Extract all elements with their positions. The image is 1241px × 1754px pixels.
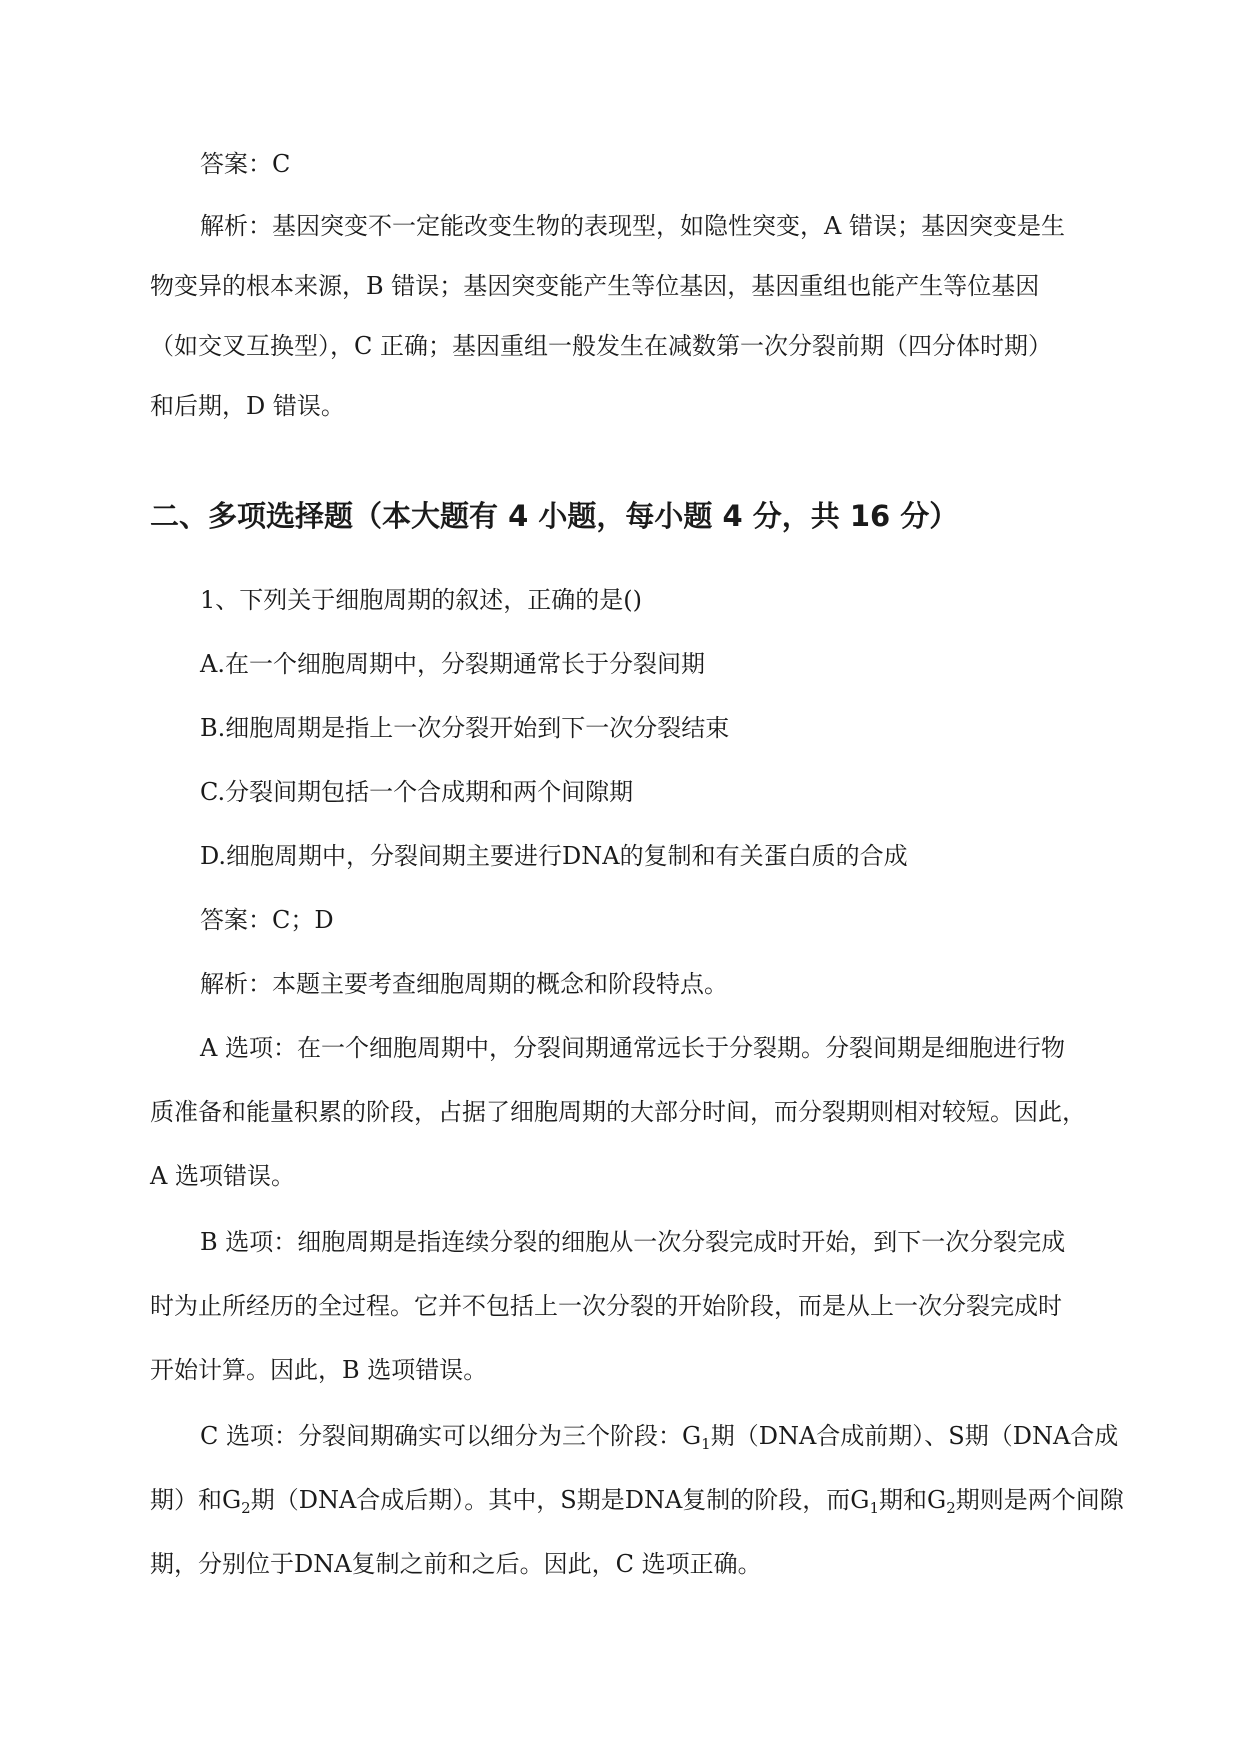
- analysis-a-line-3: A 选项错误。: [150, 1162, 295, 1190]
- analysis-c-line-1: [200, 1420, 1118, 1452]
- prev-answer: 答案：C: [200, 150, 291, 178]
- analysis-c-line-2: [150, 1484, 1124, 1516]
- analysis-c-text: 期则是两个间隙: [955, 1486, 1124, 1514]
- analysis-b-line-2: 时为止所经历的全过程。它并不包括上一次分裂的开始阶段，而是从上一次分裂完成时: [150, 1292, 1062, 1320]
- option-d: D.细胞周期中，分裂间期主要进行DNA的复制和有关蛋白质的合成: [200, 842, 908, 870]
- analysis-c-text: 期（DNA合成前期）、S期（DNA合成: [710, 1422, 1119, 1450]
- option-c: C.分裂间期包括一个合成期和两个间隙期: [200, 778, 634, 806]
- subscript: 1: [869, 1499, 880, 1517]
- option-b: B.细胞周期是指上一次分裂开始到下一次分裂结束: [200, 714, 730, 742]
- prev-analysis-line-3: （如交叉互换型），C 正确；基因重组一般发生在减数第一次分裂前期（四分体时期）: [150, 332, 1052, 360]
- analysis-c-line-3: 期，分别位于DNA复制之前和之后。因此，C 选项正确。: [150, 1550, 762, 1578]
- subscript: 2: [946, 1499, 956, 1517]
- analysis-b-line-3: 开始计算。因此，B 选项错误。: [150, 1356, 488, 1384]
- question-stem: 1、下列关于细胞周期的叙述，正确的是(): [200, 586, 642, 614]
- analysis-b-line-1: B 选项：细胞周期是指连续分裂的细胞从一次分裂完成时开始，到下一次分裂完成: [200, 1228, 1066, 1256]
- option-a: A.在一个细胞周期中，分裂期通常长于分裂间期: [200, 650, 705, 678]
- prev-analysis-line-1: 解析：基因突变不一定能改变生物的表现型，如隐性突变，A 错误；基因突变是生: [200, 212, 1065, 240]
- answer: 答案：C；D: [200, 906, 334, 934]
- analysis-c-text: C 选项：分裂间期确实可以细分为三个阶段：G: [200, 1422, 702, 1450]
- subscript: 1: [701, 1435, 711, 1453]
- analysis-c-text: 期（DNA合成后期）。其中，S期是DNA复制的阶段，而G: [250, 1486, 870, 1514]
- analysis-a-line-1: A 选项：在一个细胞周期中，分裂间期通常远长于分裂期。分裂间期是细胞进行物: [200, 1034, 1065, 1062]
- analysis-a-line-2: 质准备和能量积累的阶段，占据了细胞周期的大部分时间，而分裂期则相对较短。因此，: [150, 1098, 1086, 1126]
- analysis-c-text: 期）和G: [150, 1486, 242, 1514]
- prev-analysis-line-2: 物变异的根本来源，B 错误；基因突变能产生等位基因，基因重组也能产生等位基因: [150, 272, 1040, 300]
- analysis-intro: 解析：本题主要考查细胞周期的概念和阶段特点。: [200, 970, 728, 998]
- prev-analysis-line-4: 和后期，D 错误。: [150, 392, 345, 420]
- section-heading: 二、多项选择题（本大题有 4 小题，每小题 4 分，共 16 分）: [150, 499, 959, 533]
- analysis-c-text: 期和G: [879, 1486, 947, 1514]
- subscript: 2: [241, 1499, 251, 1517]
